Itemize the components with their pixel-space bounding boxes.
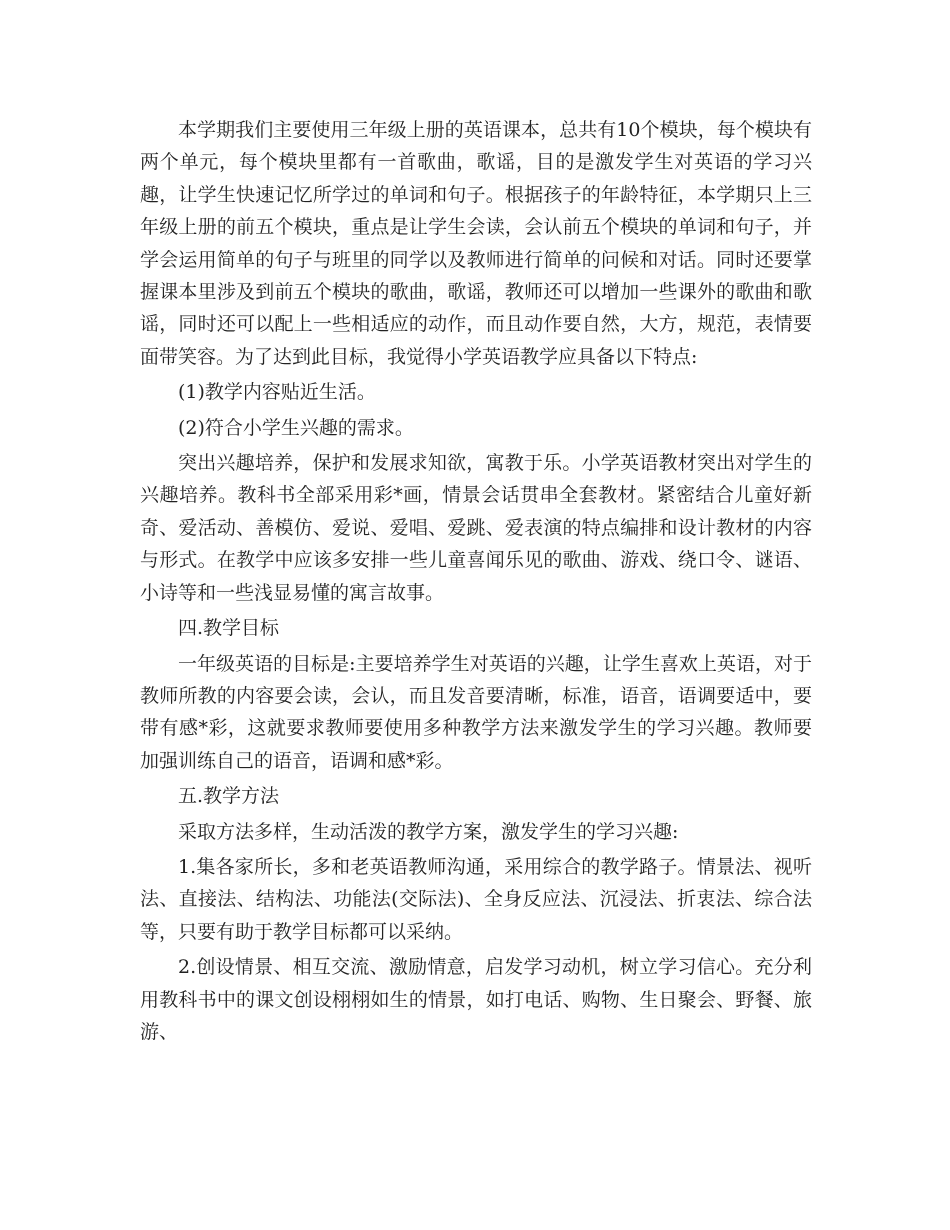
list-item-1: (1)教学内容贴近生活。 [178, 381, 376, 404]
paragraph-method-2: 2.创设情景、相互交流、激励情意，启发学习动机，树立学习信心。充分利用教科书中的课文创设栩栩如生的情景，如打电话、购物、生日聚会、野餐、旅游、 [140, 956, 812, 1043]
paragraph-interest: 突出兴趣培养，保护和发展求知欲，寓教于乐。小学英语教材突出对学生的兴趣培养。教科书全部采用彩*画，情景会话贯串全套教材。紧密结合儿童好新奇、爱活动、善模仿、爱说、爱唱、爱跳、爱表演的特点编排和设计教材的内容与形式。在教学中应该多安排一些儿童喜闻乐见的歌曲、游戏、绕口令、谜语、小诗等和一些浅显易懂的寓言故事。 [140, 452, 812, 604]
section-heading-methods: 五.教学方法 [178, 785, 280, 808]
section-heading-goals: 四.教学目标 [178, 617, 280, 640]
paragraph-method-1: 1.集各家所长，多和老英语教师沟通，采用综合的教学路子。情景法、视听法、直接法、结构法、功能法(交际法)、全身反应法、沉浸法、折衷法、综合法等，只要有助于教学目标都可以采纳。 [140, 855, 812, 943]
paragraph-methods-intro: 采取方法多样，生动活泼的教学方案，激发学生的学习兴趣: [178, 820, 679, 843]
paragraph-intro: 本学期我们主要使用三年级上册的英语课本，总共有10个模块，每个模块有两个单元，每个模块里都有一首歌曲，歌谣，目的是激发学生对英语的学习兴趣，让学生快速记忆所学过的单词和句子。根据孩子的年龄特征，本学期只上三年级上册的前五个模块，重点是让学生会读，会认前五个模块的单词和句子，并学会运用简单的句子与班里的同学以及教师进行简单的问候和对话。同时还要掌握课本里涉及到前五个模块的歌曲，歌谣，教师还可以增加一些课外的歌曲和歌谣，同时还可以配上一些相适应的动作，而且动作要自然，大方，规范，表情要面带笑容。为了达到此目标，我觉得小学英语教学应具备以下特点: [140, 119, 812, 368]
list-item-2: (2)符合小学生兴趣的需求。 [178, 416, 414, 439]
paragraph-goals: 一年级英语的目标是:主要培养学生对英语的兴趣，让学生喜欢上英语，对于教师所教的内容要会读，会认，而且发音要清晰，标准，语音，语调要适中，要带有感*彩，这就要求教师要使用多种教学方法来激发学生的学习兴趣。教师要加强训练自己的语音，语调和感*彩。 [140, 652, 812, 772]
document-page [140, 114, 812, 1048]
